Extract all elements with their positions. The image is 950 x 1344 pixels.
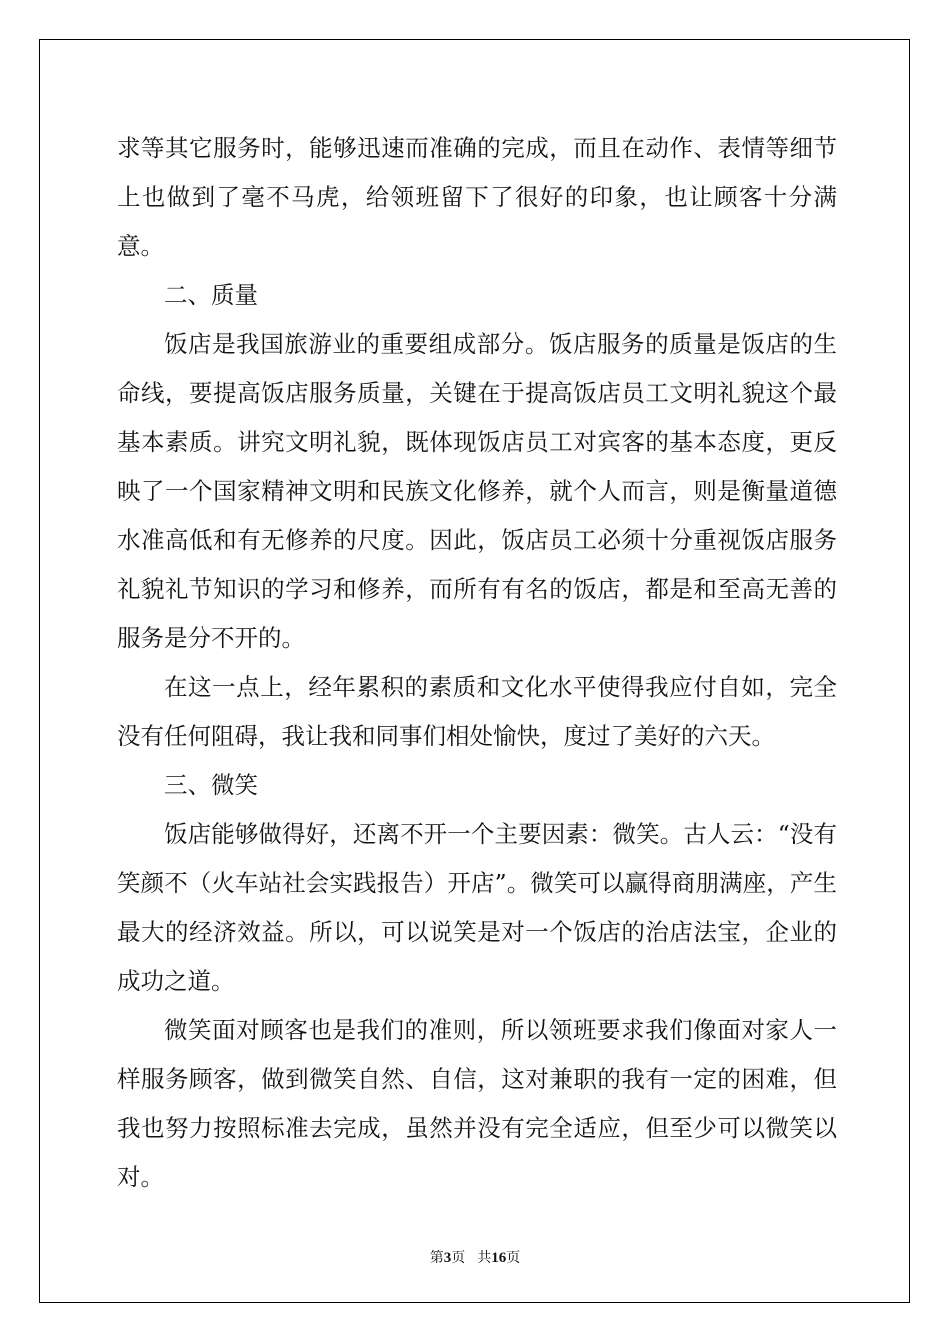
- page-suffix: 页: [451, 1250, 466, 1266]
- paragraph: 微笑面对顾客也是我们的准则，所以领班要求我们像面对家人一样服务顾客，做到微笑自然、自信，这对兼职的我有一定的困难，但我也努力按照标准去完成，虽然并没有完全适应，但至少可以微笑以对。: [117, 1016, 837, 1191]
- total-prefix: 共: [477, 1250, 492, 1266]
- paragraph: 饭店能够做得好，还离不开一个主要因素：微笑。古人云：“没有笑颜不（火车站社会实践报告）开店”。微笑可以赢得商朋满座，产生最大的经济效益。所以，可以说笑是对一个饭店的治店法宝，企业的成功之道。: [117, 820, 837, 995]
- page-footer: [0, 1247, 950, 1267]
- paragraph: 饭店是我国旅游业的重要组成部分。饭店服务的质量是饭店的生命线，要提高饭店服务质量，关键在于提高饭店员工文明礼貌这个最基本素质。讲究文明礼貌，既体现饭店员工对宾客的基本态度，更反映了一个国家精神文明和民族文化修养，就个人而言，则是衡量道德水准高低和有无修养的尺度。因此，饭店员工必须十分重视饭店服务礼貌礼节知识的学习和修养，而所有有名的饭店，都是和至高无善的服务是分不开的。: [117, 330, 837, 652]
- paragraph: 在这一点上，经年累积的素质和文化水平使得我应付自如，完全没有任何阻碍，我让我和同事们相处愉快，度过了美好的六天。: [117, 673, 837, 750]
- section-heading-quality: 二、质量: [164, 281, 258, 309]
- page-number: 3: [443, 1250, 452, 1266]
- total-pages: 16: [491, 1250, 507, 1266]
- document-body: [117, 124, 837, 1202]
- page-prefix: 第: [429, 1250, 444, 1266]
- total-suffix: 页: [506, 1250, 521, 1266]
- paragraph-continuation: 求等其它服务时，能够迅速而准确的完成，而且在动作、表情等细节上也做到了毫不马虎，给领班留下了很好的印象，也让顾客十分满意。: [117, 134, 837, 260]
- section-heading-smile: 三、微笑: [164, 771, 258, 799]
